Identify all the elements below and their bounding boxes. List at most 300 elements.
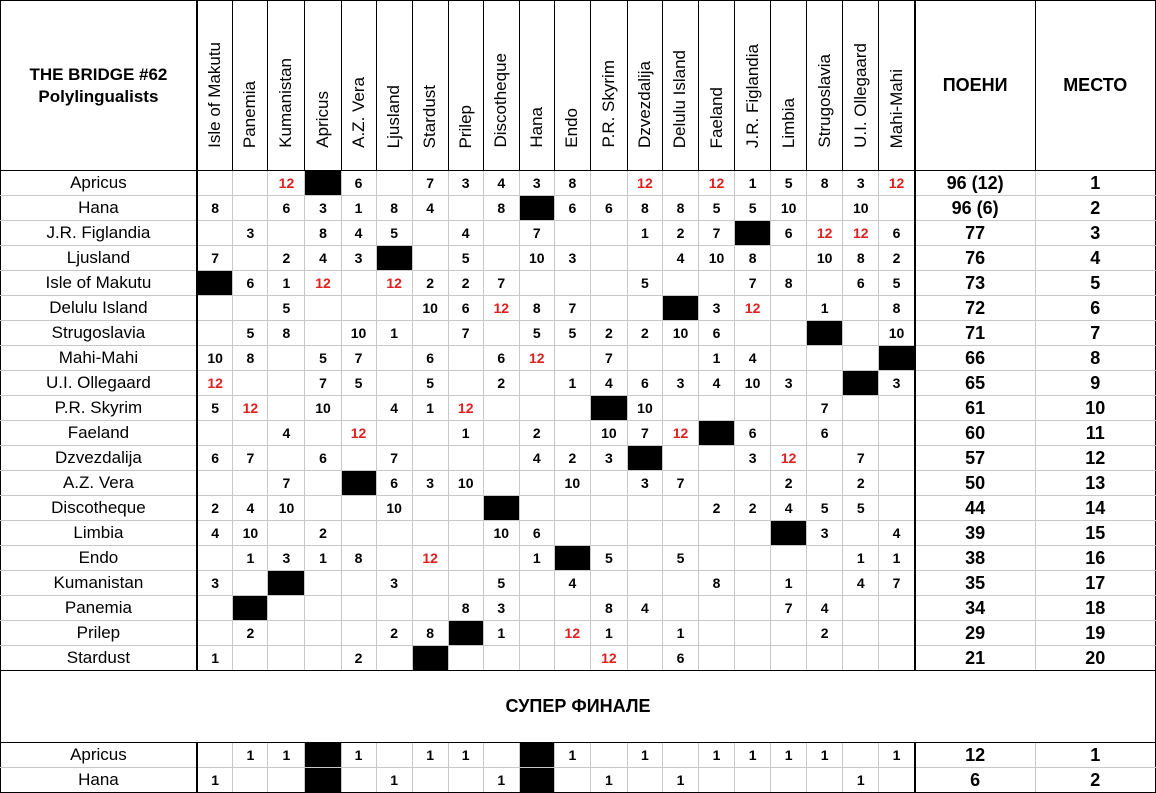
score-cell [879, 496, 915, 521]
score-cell: 5 [448, 246, 483, 271]
score-cell: 2 [376, 621, 412, 646]
score-cell [448, 346, 483, 371]
score-cell [807, 646, 843, 671]
self-vote-blocked-cell [771, 521, 807, 546]
score-cell: 6 [519, 521, 554, 546]
score-cell: 1 [735, 171, 771, 196]
main-country-name: Kumanistan [1, 571, 197, 596]
main-place: 17 [1035, 571, 1156, 596]
main-country-name: Delulu Island [1, 296, 197, 321]
score-cell: 3 [627, 471, 662, 496]
score-cell [483, 471, 519, 496]
score-cell: 5 [735, 196, 771, 221]
score-cell [879, 596, 915, 621]
score-cell [233, 171, 268, 196]
score-cell: 1 [305, 546, 341, 571]
column-header-label: A.Z. Vera [348, 77, 368, 148]
score-cell: 8 [341, 546, 376, 571]
score-cell [879, 396, 915, 421]
score-cell: 12 [627, 171, 662, 196]
main-country-name: Prilep [1, 621, 197, 646]
score-cell: 12 [268, 171, 305, 196]
self-vote-blocked-cell [662, 296, 698, 321]
score-cell: 10 [554, 471, 590, 496]
super-final-section [1, 671, 1156, 743]
score-cell [771, 621, 807, 646]
score-cell: 10 [662, 321, 698, 346]
score-cell [699, 596, 735, 621]
score-cell: 10 [735, 371, 771, 396]
main-country-name: Discotheque [1, 496, 197, 521]
points-header: ПОЕНИ [915, 1, 1035, 171]
score-cell [519, 471, 554, 496]
score-cell: 4 [305, 246, 341, 271]
score-cell: 8 [843, 246, 879, 271]
score-cell [412, 496, 448, 521]
score-cell: 10 [341, 321, 376, 346]
column-header-faeland [699, 1, 735, 171]
score-cell: 2 [735, 496, 771, 521]
score-cell [448, 496, 483, 521]
self-vote-blocked-cell [233, 596, 268, 621]
score-cell [879, 421, 915, 446]
score-cell [268, 446, 305, 471]
column-header-label: Discotheque [491, 53, 511, 148]
score-cell: 1 [699, 346, 735, 371]
score-cell: 5 [305, 346, 341, 371]
column-header-label: Panemia [240, 80, 260, 148]
super-final-place: 2 [1035, 768, 1156, 793]
score-cell [412, 521, 448, 546]
table-row [1, 546, 1156, 571]
score-cell: 1 [735, 743, 771, 768]
score-cell [771, 646, 807, 671]
score-cell: 4 [412, 196, 448, 221]
self-vote-blocked-cell [305, 171, 341, 196]
score-cell [305, 321, 341, 346]
score-cell: 12 [519, 346, 554, 371]
score-cell: 3 [483, 596, 519, 621]
column-header-label: Faeland [706, 86, 726, 148]
self-vote-blocked-cell [305, 768, 341, 793]
column-header-label: Kumanistan [276, 58, 296, 148]
score-cell [268, 646, 305, 671]
score-cell: 7 [448, 321, 483, 346]
score-cell: 3 [412, 471, 448, 496]
score-cell: 5 [268, 296, 305, 321]
score-cell [843, 321, 879, 346]
score-cell [879, 621, 915, 646]
score-cell: 1 [771, 571, 807, 596]
score-cell: 1 [807, 296, 843, 321]
column-header-label: Apricus [313, 91, 332, 148]
score-cell [627, 246, 662, 271]
score-cell [341, 621, 376, 646]
super-final-total-points: 6 [915, 768, 1035, 793]
score-cell [662, 596, 698, 621]
score-cell: 4 [341, 221, 376, 246]
table-row [1, 371, 1156, 396]
main-place: 3 [1035, 221, 1156, 246]
score-cell: 12 [412, 546, 448, 571]
score-cell [305, 596, 341, 621]
main-total-points: 77 [915, 221, 1035, 246]
score-cell: 7 [305, 371, 341, 396]
score-cell: 2 [233, 621, 268, 646]
main-country-name: Endo [1, 546, 197, 571]
main-place: 18 [1035, 596, 1156, 621]
score-cell: 2 [879, 246, 915, 271]
score-cell [699, 396, 735, 421]
main-place: 19 [1035, 621, 1156, 646]
main-total-points: 61 [915, 396, 1035, 421]
score-cell: 2 [807, 621, 843, 646]
score-cell [341, 271, 376, 296]
score-cell [376, 743, 412, 768]
score-cell [376, 596, 412, 621]
score-cell: 12 [843, 221, 879, 246]
score-cell: 4 [627, 596, 662, 621]
score-cell: 7 [554, 296, 590, 321]
score-cell: 1 [448, 421, 483, 446]
score-cell: 4 [590, 371, 627, 396]
table-row [1, 296, 1156, 321]
score-cell [843, 296, 879, 321]
score-cell [662, 171, 698, 196]
column-header-u-i-ollegaard [843, 1, 879, 171]
score-cell [305, 621, 341, 646]
score-cell: 6 [699, 321, 735, 346]
score-cell [627, 296, 662, 321]
score-cell [627, 496, 662, 521]
table-row [1, 743, 1156, 768]
column-header-label: Prilep [455, 104, 475, 148]
score-cell: 5 [519, 321, 554, 346]
score-cell [483, 221, 519, 246]
score-cell [807, 571, 843, 596]
header-row [1, 1, 1156, 171]
score-cell: 12 [197, 371, 233, 396]
main-country-name: Faeland [1, 421, 197, 446]
score-cell [627, 521, 662, 546]
score-cell [590, 271, 627, 296]
score-cell: 1 [233, 743, 268, 768]
score-cell: 1 [268, 743, 305, 768]
column-header-label: Isle of Makutu [205, 42, 225, 148]
score-cell [197, 743, 233, 768]
score-cell [662, 571, 698, 596]
table-row [1, 321, 1156, 346]
score-cell: 12 [305, 271, 341, 296]
score-cell: 6 [771, 221, 807, 246]
score-cell: 10 [879, 321, 915, 346]
score-cell: 1 [376, 321, 412, 346]
main-country-name: Isle of Makutu [1, 271, 197, 296]
main-place: 8 [1035, 346, 1156, 371]
score-cell [483, 246, 519, 271]
score-cell: 7 [843, 446, 879, 471]
score-cell: 1 [590, 621, 627, 646]
score-cell: 1 [412, 743, 448, 768]
score-cell [197, 321, 233, 346]
score-cell: 5 [233, 321, 268, 346]
score-cell: 1 [699, 743, 735, 768]
score-cell: 3 [305, 196, 341, 221]
score-cell: 1 [554, 371, 590, 396]
score-cell: 6 [197, 446, 233, 471]
table-row [1, 521, 1156, 546]
main-place: 14 [1035, 496, 1156, 521]
score-cell: 4 [483, 171, 519, 196]
score-cell: 3 [590, 446, 627, 471]
score-cell [519, 496, 554, 521]
score-cell [879, 646, 915, 671]
score-cell: 10 [519, 246, 554, 271]
score-cell [662, 446, 698, 471]
score-cell [268, 596, 305, 621]
score-cell: 6 [735, 421, 771, 446]
column-header-prilep [448, 1, 483, 171]
score-cell: 1 [843, 768, 879, 793]
score-cell [627, 621, 662, 646]
score-cell [843, 421, 879, 446]
score-cell [807, 471, 843, 496]
score-cell: 8 [448, 596, 483, 621]
score-cell [735, 521, 771, 546]
main-total-points: 39 [915, 521, 1035, 546]
score-cell [233, 571, 268, 596]
main-total-points: 66 [915, 346, 1035, 371]
score-cell [268, 768, 305, 793]
score-cell: 4 [448, 221, 483, 246]
score-cell [699, 521, 735, 546]
score-cell: 2 [771, 471, 807, 496]
super-final-country-name: Apricus [1, 743, 197, 768]
score-cell: 10 [483, 521, 519, 546]
score-cell: 4 [771, 496, 807, 521]
main-place: 6 [1035, 296, 1156, 321]
score-cell: 12 [483, 296, 519, 321]
score-cell: 2 [627, 321, 662, 346]
score-cell: 1 [807, 743, 843, 768]
main-place: 4 [1035, 246, 1156, 271]
main-place: 20 [1035, 646, 1156, 671]
score-cell [735, 596, 771, 621]
score-cell [448, 768, 483, 793]
score-cell [305, 296, 341, 321]
score-cell [879, 768, 915, 793]
score-cell: 1 [627, 221, 662, 246]
score-cell [554, 496, 590, 521]
score-cell: 3 [376, 571, 412, 596]
score-cell [268, 521, 305, 546]
score-cell: 6 [554, 196, 590, 221]
score-cell [879, 196, 915, 221]
main-country-name: A.Z. Vera [1, 471, 197, 496]
score-cell: 7 [879, 571, 915, 596]
main-total-points: 60 [915, 421, 1035, 446]
score-cell: 6 [376, 471, 412, 496]
score-cell [483, 446, 519, 471]
self-vote-blocked-cell [268, 571, 305, 596]
score-cell [627, 346, 662, 371]
score-cell [233, 196, 268, 221]
column-header-ljusland [376, 1, 412, 171]
score-cell: 7 [807, 396, 843, 421]
main-place: 7 [1035, 321, 1156, 346]
column-header-label: Stardust [420, 84, 440, 148]
score-cell: 1 [341, 743, 376, 768]
score-cell [197, 471, 233, 496]
score-cell: 8 [412, 621, 448, 646]
column-header-strugoslavia [807, 1, 843, 171]
score-cell: 8 [483, 196, 519, 221]
score-cell [843, 521, 879, 546]
score-cell [735, 768, 771, 793]
score-cell: 12 [341, 421, 376, 446]
score-cell [735, 571, 771, 596]
score-cell: 5 [483, 571, 519, 596]
score-cell: 5 [662, 546, 698, 571]
column-header-label: Hana [526, 107, 546, 148]
score-cell: 10 [197, 346, 233, 371]
column-header-label: Endo [562, 108, 582, 148]
score-cell: 1 [483, 768, 519, 793]
score-cell: 5 [376, 221, 412, 246]
score-cell: 4 [376, 396, 412, 421]
score-cell [305, 496, 341, 521]
main-country-name: Mahi-Mahi [1, 346, 197, 371]
main-total-points: 34 [915, 596, 1035, 621]
score-cell [448, 521, 483, 546]
score-cell: 10 [448, 471, 483, 496]
main-total-points: 29 [915, 621, 1035, 646]
score-cell [807, 271, 843, 296]
score-cell [376, 346, 412, 371]
column-header-dzvezdalija [627, 1, 662, 171]
score-cell [268, 621, 305, 646]
score-cell: 3 [233, 221, 268, 246]
column-header-mahi-mahi [879, 1, 915, 171]
main-place: 10 [1035, 396, 1156, 421]
score-cell: 3 [519, 171, 554, 196]
score-cell [341, 571, 376, 596]
score-cell [483, 321, 519, 346]
score-cell: 10 [412, 296, 448, 321]
score-cell [376, 296, 412, 321]
score-cell [448, 646, 483, 671]
score-cell [554, 346, 590, 371]
score-cell [807, 371, 843, 396]
score-cell: 12 [735, 296, 771, 321]
table-row [1, 346, 1156, 371]
main-total-points: 71 [915, 321, 1035, 346]
main-country-name: Panemia [1, 596, 197, 621]
main-place: 16 [1035, 546, 1156, 571]
score-cell: 1 [233, 546, 268, 571]
score-cell [807, 546, 843, 571]
score-cell [771, 321, 807, 346]
main-total-points: 57 [915, 446, 1035, 471]
score-cell [519, 646, 554, 671]
score-cell [735, 646, 771, 671]
score-cell: 3 [341, 246, 376, 271]
main-rows [1, 171, 1156, 671]
table-row [1, 246, 1156, 271]
score-cell [448, 371, 483, 396]
score-cell: 12 [879, 171, 915, 196]
score-cell [483, 421, 519, 446]
score-cell [483, 743, 519, 768]
score-cell: 7 [771, 596, 807, 621]
score-cell [412, 246, 448, 271]
self-vote-blocked-cell [879, 346, 915, 371]
score-cell [197, 221, 233, 246]
score-cell [519, 571, 554, 596]
super-final-total-points: 12 [915, 743, 1035, 768]
column-header-j-r-figlandia [735, 1, 771, 171]
self-vote-blocked-cell [448, 621, 483, 646]
score-cell: 1 [554, 743, 590, 768]
score-cell: 6 [807, 421, 843, 446]
main-total-points: 35 [915, 571, 1035, 596]
score-cell: 12 [448, 396, 483, 421]
column-header-label: Limbia [778, 97, 798, 148]
score-cell: 12 [771, 446, 807, 471]
score-cell [590, 521, 627, 546]
title-line1: THE BRIDGE #62 [29, 64, 168, 84]
main-total-points: 50 [915, 471, 1035, 496]
score-cell: 3 [268, 546, 305, 571]
score-cell: 10 [590, 421, 627, 446]
super-final-place: 1 [1035, 743, 1156, 768]
score-cell [341, 768, 376, 793]
score-cell [843, 596, 879, 621]
score-cell [699, 471, 735, 496]
score-cell: 1 [662, 768, 698, 793]
score-cell: 6 [662, 646, 698, 671]
main-total-points: 96 (12) [915, 171, 1035, 196]
score-cell: 8 [590, 596, 627, 621]
score-cell [807, 446, 843, 471]
score-cell [627, 646, 662, 671]
score-cell [197, 596, 233, 621]
score-cell: 7 [376, 446, 412, 471]
self-vote-blocked-cell [627, 446, 662, 471]
column-header-label: Ljusland [384, 84, 404, 148]
score-cell: 2 [699, 496, 735, 521]
score-cell [627, 768, 662, 793]
column-header-limbia [771, 1, 807, 171]
score-cell: 4 [268, 421, 305, 446]
score-cell: 8 [627, 196, 662, 221]
self-vote-blocked-cell [735, 221, 771, 246]
score-cell: 10 [627, 396, 662, 421]
score-cell: 7 [197, 246, 233, 271]
score-cell [412, 421, 448, 446]
score-cell [233, 471, 268, 496]
score-cell [590, 246, 627, 271]
score-cell [699, 768, 735, 793]
column-header-kumanistan [268, 1, 305, 171]
main-total-points: 73 [915, 271, 1035, 296]
score-cell: 2 [412, 271, 448, 296]
score-cell: 3 [197, 571, 233, 596]
score-cell: 1 [879, 743, 915, 768]
score-cell: 8 [554, 171, 590, 196]
score-cell [554, 396, 590, 421]
table-row [1, 271, 1156, 296]
